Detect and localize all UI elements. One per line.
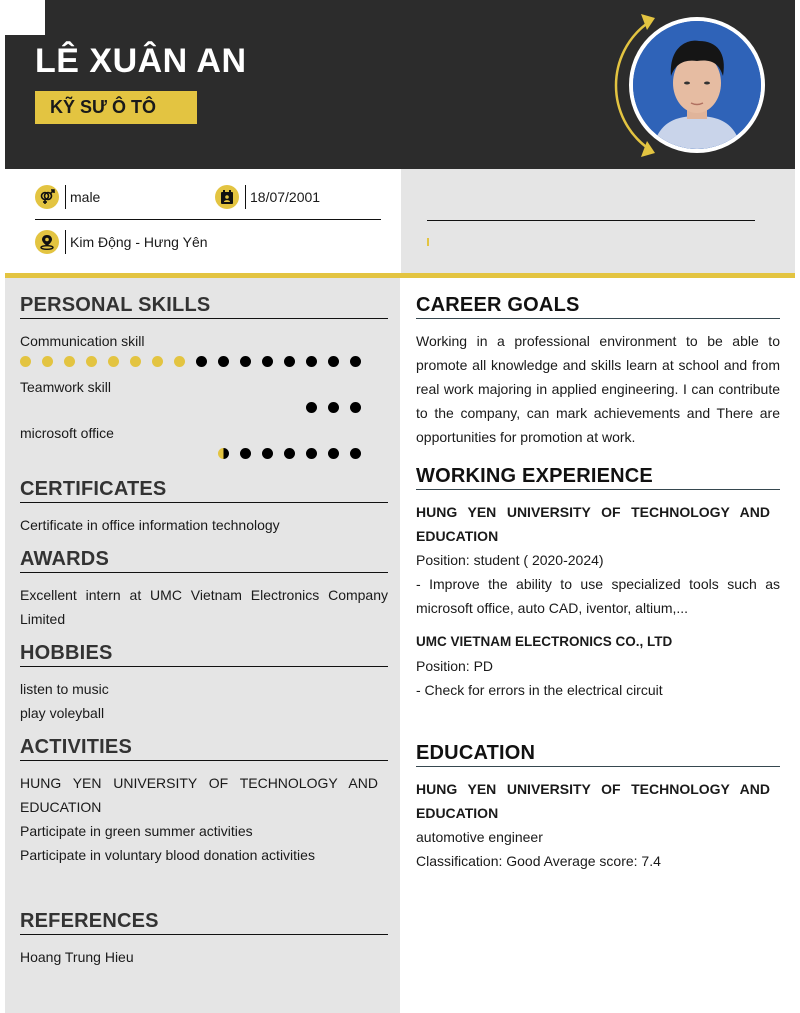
separator bbox=[65, 185, 66, 209]
section-title-certificates: CERTIFICATES bbox=[20, 478, 167, 500]
career-goals-text: Working in a professional environment to be able to promote all knowledge and skills learn at school and from real work majoring in applied engineering. I can contribute to the company, can mark achievements and There are opportunities for promotion at work. bbox=[416, 333, 780, 445]
rating-dot-empty bbox=[262, 448, 273, 459]
rating-dot-filled bbox=[64, 356, 75, 367]
calendar-icon bbox=[215, 185, 239, 209]
rating-dot-empty bbox=[350, 402, 361, 413]
section-divider bbox=[20, 502, 388, 503]
skill-rating-teamwork bbox=[306, 402, 372, 413]
section-title-awards: AWARDS bbox=[20, 548, 109, 570]
skill-rating-communication bbox=[20, 356, 372, 367]
section-title-experience: WORKING EXPERIENCE bbox=[416, 465, 653, 487]
rating-dot-filled bbox=[20, 356, 31, 367]
birthday-value: 18/07/2001 bbox=[250, 189, 321, 205]
activity-item: HUNG YEN UNIVERSITY OF TECHNOLOGY AND EDUCATION bbox=[20, 775, 378, 815]
cv-header bbox=[5, 0, 795, 169]
activity-item: Participate in green summer activities bbox=[20, 823, 253, 839]
experience-desc: - Check for errors in the electrical circuit bbox=[416, 682, 663, 698]
rating-dot-filled bbox=[108, 356, 119, 367]
skill-rating-office bbox=[218, 448, 372, 459]
hobby-item: play voleyball bbox=[20, 705, 105, 721]
award-item: Excellent intern at UMC Vietnam Electronics Company Limited bbox=[20, 587, 388, 627]
candidate-name: LÊ XUÂN AN bbox=[35, 42, 247, 80]
accent-mark bbox=[427, 238, 429, 246]
personal-info bbox=[5, 169, 401, 273]
divider bbox=[427, 220, 755, 221]
rating-dot-empty bbox=[306, 448, 317, 459]
section-divider bbox=[20, 572, 388, 573]
address-info bbox=[35, 229, 208, 255]
rating-dot-empty bbox=[350, 356, 361, 367]
person-photo-icon bbox=[633, 21, 761, 149]
job-title-badge bbox=[35, 91, 197, 124]
section-title-references: REFERENCES bbox=[20, 910, 159, 932]
rating-dot-empty bbox=[240, 448, 251, 459]
rating-dot-empty bbox=[240, 356, 251, 367]
corner-notch bbox=[0, 0, 45, 35]
section-title-activities: ACTIVITIES bbox=[20, 736, 133, 758]
section-divider bbox=[416, 766, 780, 767]
reference-item: Hoang Trung Hieu bbox=[20, 949, 134, 965]
right-column bbox=[400, 278, 795, 1013]
section-title-hobbies: HOBBIES bbox=[20, 642, 113, 664]
rating-dot-filled bbox=[152, 356, 163, 367]
gender-icon bbox=[35, 185, 59, 209]
education-classification: Classification: Good Average score: 7.4 bbox=[416, 853, 661, 869]
section-title-skills: PERSONAL SKILLS bbox=[20, 294, 211, 316]
rating-dot-half bbox=[218, 448, 229, 459]
certificate-item: Certificate in office information technology bbox=[20, 517, 280, 533]
rating-dot-empty bbox=[284, 448, 295, 459]
address-value: Kim Động - Hưng Yên bbox=[70, 234, 208, 250]
section-divider bbox=[20, 318, 388, 319]
rating-dot-empty bbox=[328, 356, 339, 367]
rating-dot-filled bbox=[174, 356, 185, 367]
rating-dot-filled bbox=[42, 356, 53, 367]
experience-desc: - Improve the ability to use specialized tools such as microsoft office, auto CAD, iventor, altium,... bbox=[416, 576, 780, 616]
gender-info bbox=[35, 184, 100, 210]
skill-label: microsoft office bbox=[20, 425, 114, 441]
experience-org: HUNG YEN UNIVERSITY OF TECHNOLOGY AND EDUCATION bbox=[416, 504, 770, 544]
section-divider bbox=[20, 666, 388, 667]
rating-dot-filled bbox=[86, 356, 97, 367]
experience-position: Position: student ( 2020-2024) bbox=[416, 552, 604, 568]
education-school: HUNG YEN UNIVERSITY OF TECHNOLOGY AND EDUCATION bbox=[416, 781, 770, 821]
activity-item: Participate in voluntary blood donation activities bbox=[20, 847, 315, 863]
rating-dot-empty bbox=[284, 356, 295, 367]
profile-photo bbox=[629, 17, 765, 153]
section-divider bbox=[416, 318, 780, 319]
experience-position: Position: PD bbox=[416, 658, 494, 674]
section-divider bbox=[20, 760, 388, 761]
experience-org: UMC VIETNAM ELECTRONICS CO., LTD bbox=[416, 634, 673, 649]
job-title: KỸ SƯ Ô TÔ bbox=[50, 97, 156, 117]
skill-label: Communication skill bbox=[20, 333, 145, 349]
cv-page bbox=[5, 0, 795, 1013]
info-right-panel bbox=[401, 169, 795, 273]
rating-dot-empty bbox=[328, 448, 339, 459]
birthday-info bbox=[215, 184, 320, 210]
section-divider bbox=[416, 489, 780, 490]
rating-dot-empty bbox=[306, 402, 317, 413]
rating-dot-empty bbox=[350, 448, 361, 459]
separator bbox=[245, 185, 246, 209]
section-divider bbox=[20, 934, 388, 935]
section-title-career-goals: CAREER GOALS bbox=[416, 294, 580, 316]
rating-dot-empty bbox=[306, 356, 317, 367]
education-major: automotive engineer bbox=[416, 829, 543, 845]
separator bbox=[65, 230, 66, 254]
left-column bbox=[5, 278, 400, 1013]
hobby-item: listen to music bbox=[20, 681, 109, 697]
rating-dot-empty bbox=[262, 356, 273, 367]
rating-dot-filled bbox=[130, 356, 141, 367]
info-divider bbox=[35, 219, 381, 220]
rating-dot-empty bbox=[218, 356, 229, 367]
rating-dot-empty bbox=[196, 356, 207, 367]
gender-value: male bbox=[70, 189, 101, 205]
section-title-education: EDUCATION bbox=[416, 742, 536, 764]
location-icon bbox=[35, 230, 59, 254]
skill-label: Teamwork skill bbox=[20, 379, 112, 395]
rating-dot-empty bbox=[328, 402, 339, 413]
